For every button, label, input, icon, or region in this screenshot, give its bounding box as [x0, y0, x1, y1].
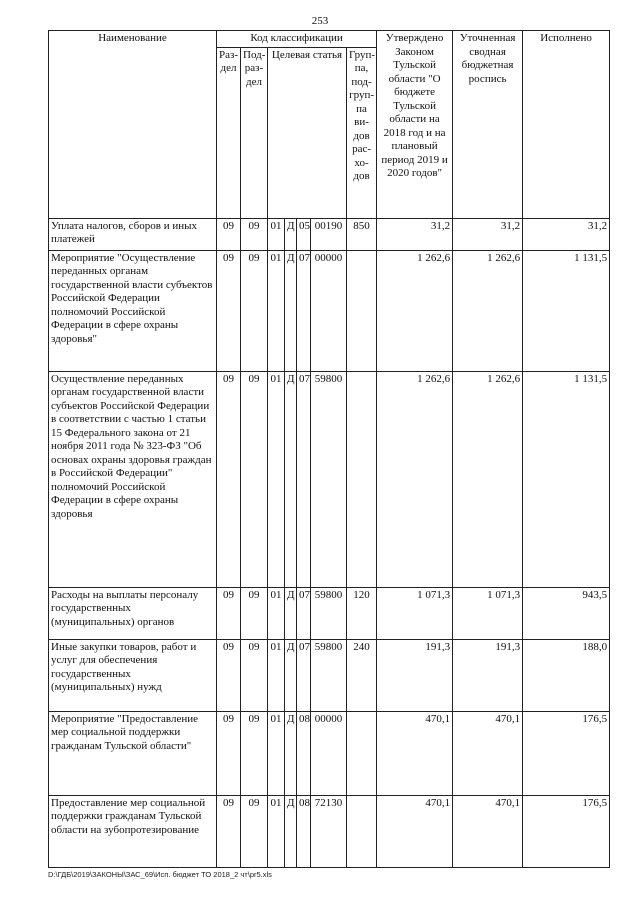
row-vid-rashodov: 850 — [347, 218, 377, 250]
header-target-item: Целевая статья — [268, 47, 347, 218]
row-target-3: 07 — [297, 250, 311, 371]
row-target-4: 00000 — [311, 711, 347, 795]
row-target-2: Д — [285, 639, 297, 711]
row-target-3: 08 — [297, 795, 311, 867]
table-row — [49, 639, 610, 711]
row-target-1: 01 — [268, 371, 285, 587]
row-target-3: 05 — [297, 218, 311, 250]
header-code-classification: Код классификации — [217, 31, 377, 48]
row-executed: 1 131,5 — [523, 371, 610, 587]
row-target-3: 08 — [297, 711, 311, 795]
row-target-4: 59800 — [311, 587, 347, 639]
row-executed: 1 131,5 — [523, 250, 610, 371]
row-target-1: 01 — [268, 639, 285, 711]
row-executed: 188,0 — [523, 639, 610, 711]
row-executed: 176,5 — [523, 711, 610, 795]
row-approved: 1 262,6 — [377, 250, 453, 371]
row-podrazdel: 09 — [241, 250, 268, 371]
row-razdel: 09 — [217, 795, 241, 867]
page-number: 253 — [311, 15, 329, 27]
row-vid-rashodov — [347, 711, 377, 795]
row-vid-rashodov — [347, 371, 377, 587]
header-approved: Утверждено Законом Тульской области "О бюджете Тульской области на 2018 год и на плановый период 2019 и 2020 годов" — [377, 31, 453, 219]
table-row — [49, 218, 610, 250]
row-podrazdel: 09 — [241, 218, 268, 250]
row-approved: 191,3 — [377, 639, 453, 711]
row-target-1: 01 — [268, 795, 285, 867]
header-name: Наименование — [49, 31, 217, 219]
row-razdel: 09 — [217, 587, 241, 639]
file-path-footer: D:\ГДБ\2019\ЗАКОНЫ\ЗАС_69\Исп. бюджет ТО 2018_2 чт\pr5.xls — [48, 870, 272, 879]
row-approved: 1 071,3 — [377, 587, 453, 639]
row-name: Предоставление мер социальной поддержки гражданам Тульской области на зубопротезирование — [49, 795, 217, 867]
row-vid-rashodov: 120 — [347, 587, 377, 639]
row-podrazdel: 09 — [241, 587, 268, 639]
row-target-2: Д — [285, 218, 297, 250]
row-target-3: 07 — [297, 587, 311, 639]
row-name: Мероприятие "Осуществление переданных органам государственной власти субъектов Российской Федерации полномочий Российской Федерации в сфере охраны здоровья" — [49, 250, 217, 371]
header-executed: Исполнено — [523, 31, 610, 219]
budget-table — [48, 30, 610, 868]
row-target-1: 01 — [268, 250, 285, 371]
row-vid-rashodov — [347, 250, 377, 371]
row-target-4: 00190 — [311, 218, 347, 250]
row-name: Расходы на выплаты персоналу государственных (муниципальных) органов — [49, 587, 217, 639]
row-podrazdel: 09 — [241, 371, 268, 587]
row-executed: 31,2 — [523, 218, 610, 250]
row-name: Осуществление переданных органам государственной власти субъектов Российской Федерации в соответствии с частью 1 статьи 15 Федерального закона от 21 ноября 2011 года № 323-ФЗ "Об основах охраны здоровья граждан в Российской Федерации" полномочий Российской Федерации в сфере охраны здоровья — [49, 371, 217, 587]
row-target-2: Д — [285, 795, 297, 867]
header-podrazdel: Под-раз-дел — [241, 47, 268, 218]
row-executed: 943,5 — [523, 587, 610, 639]
row-refined: 470,1 — [453, 795, 523, 867]
row-target-4: 59800 — [311, 639, 347, 711]
row-target-2: Д — [285, 587, 297, 639]
row-razdel: 09 — [217, 250, 241, 371]
row-refined: 1 262,6 — [453, 371, 523, 587]
table-row — [49, 795, 610, 867]
row-refined: 191,3 — [453, 639, 523, 711]
row-refined: 1 071,3 — [453, 587, 523, 639]
row-target-1: 01 — [268, 218, 285, 250]
header-refined: Уточненная сводная бюджетная роспись — [453, 31, 523, 219]
row-razdel: 09 — [217, 711, 241, 795]
row-approved: 470,1 — [377, 795, 453, 867]
row-refined: 1 262,6 — [453, 250, 523, 371]
row-refined: 470,1 — [453, 711, 523, 795]
row-target-3: 07 — [297, 639, 311, 711]
row-approved: 1 262,6 — [377, 371, 453, 587]
row-approved: 31,2 — [377, 218, 453, 250]
header-razdel: Раз-дел — [217, 47, 241, 218]
table-row — [49, 250, 610, 371]
row-vid-rashodov — [347, 795, 377, 867]
row-target-3: 07 — [297, 371, 311, 587]
row-razdel: 09 — [217, 371, 241, 587]
row-podrazdel: 09 — [241, 795, 268, 867]
table-row — [49, 711, 610, 795]
row-target-1: 01 — [268, 711, 285, 795]
row-refined: 31,2 — [453, 218, 523, 250]
row-target-1: 01 — [268, 587, 285, 639]
table-row — [49, 371, 610, 587]
row-podrazdel: 09 — [241, 711, 268, 795]
row-target-4: 00000 — [311, 250, 347, 371]
row-razdel: 09 — [217, 218, 241, 250]
row-target-2: Д — [285, 371, 297, 587]
row-name: Мероприятие "Предоставление мер социальной поддержки гражданам Тульской области" — [49, 711, 217, 795]
row-target-4: 59800 — [311, 371, 347, 587]
row-podrazdel: 09 — [241, 639, 268, 711]
row-executed: 176,5 — [523, 795, 610, 867]
table-row — [49, 587, 610, 639]
row-target-2: Д — [285, 711, 297, 795]
row-approved: 470,1 — [377, 711, 453, 795]
row-target-4: 72130 — [311, 795, 347, 867]
header-vid-rashodov: Груп-па, под-груп-па ви-дов рас-хо-дов — [347, 47, 377, 218]
row-name: Уплата налогов, сборов и иных платежей — [49, 218, 217, 250]
row-vid-rashodov: 240 — [347, 639, 377, 711]
row-target-2: Д — [285, 250, 297, 371]
row-name: Иные закупки товаров, работ и услуг для обеспечения государственных (муниципальных) нужд — [49, 639, 217, 711]
row-razdel: 09 — [217, 639, 241, 711]
